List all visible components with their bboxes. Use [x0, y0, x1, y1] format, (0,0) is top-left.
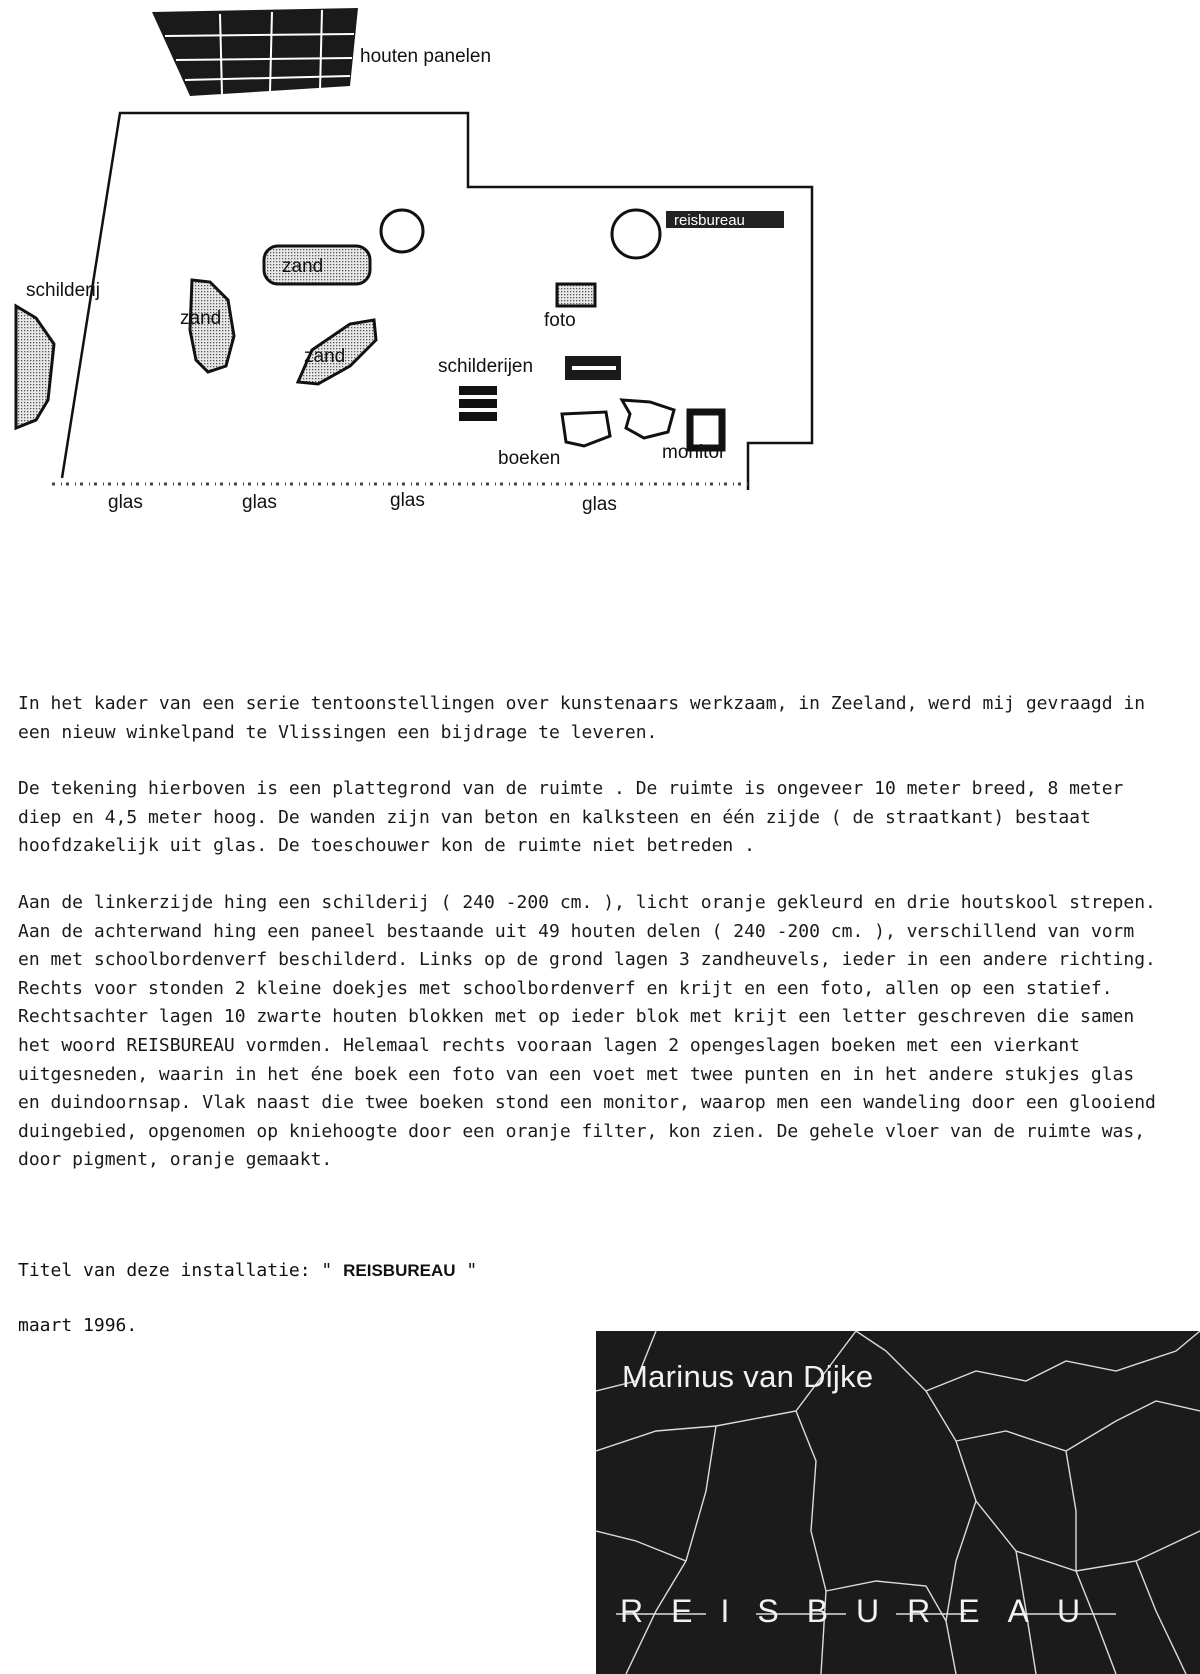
label-photo: foto [544, 310, 576, 331]
card-title: REISBUREAU [620, 1593, 1109, 1629]
label-sand-left: zand [180, 308, 222, 329]
paragraph-intro: In het kader van een serie tentoonstellingen over kunstenaars werkzaam, in Zeeland, werd mij gevraagd in een nieuw winkelpand te Vlissingen een bijdrage te leveren. [18, 693, 1146, 743]
title-suffix: " [466, 1260, 478, 1281]
small-canvas-circle-right [612, 210, 660, 258]
label-glass-1: glas [108, 492, 143, 513]
open-books-shape [562, 400, 674, 446]
paragraph-space: De tekening hierboven is een plattegrond van de ruimte . De ruimte is ongeveer 10 meter breed, 8 meter diep en 4,5 meter hoog. De wanden zijn van beton en kalksteen en één zijde ( de straatkant) bestaat hoofdzakelijk uit glas. De toeschouwer kon de ruimte niet betreden . [18, 778, 1124, 857]
wooden-blocks-stack [459, 386, 497, 421]
small-canvas-circle-left [381, 210, 423, 252]
card-artist-name: Marinus van Dijke [622, 1359, 874, 1394]
label-wooden-panels: houten panelen [360, 46, 492, 67]
label-paintings: schilderijen [438, 356, 534, 377]
paragraph-installation: Aan de linkerzijde hing een schilderij ( 240 -200 cm. ), licht oranje gekleurd en drie houtskool strepen. Aan de achterwand hing een paneel bestaande uit 49 houten delen ( 240 -200 cm. ), verschillend van vorm en met schoolbordenverf beschilderd. Links op de grond lagen 3 zandheuvels, ieder in een andere richting. Rechts voor stonden 2 kleine doekjes met schoolbordenverf en krijt en een foto, allen op een statief. Rechtsachter lagen 10 zwarte houten blokken met op ieder blok met krijt een letter geschreven die samen het woord REISBUREAU vormden. Helemaal rechts vooraan lagen 2 opengeslagen boeken met een vierkant uitgesneden, waarin in het éne boek een foto van een voet met twee punten en in het andere stukjes glas en duindoornsap. Vlak naast die twee boeken stond een monitor, waarop men een wandeling door een glooiend duingebied, opgenomen op kniehoogte door een oranje filter, kon zien. De gehele vloer van de ruimte was, door pigment, oranje gemaakt. [18, 891, 1156, 1171]
label-glass-2: glas [242, 492, 277, 513]
photo-shape [557, 284, 595, 306]
body-text [18, 690, 1158, 1203]
label-sand-middle: zand [304, 346, 346, 367]
label-monitor: monitor [662, 442, 726, 463]
title-prefix: Titel van deze installatie: " [18, 1260, 333, 1281]
installation-title: REISBUREAU [343, 1261, 456, 1280]
wooden-panels-shape [152, 8, 358, 96]
invitation-card [596, 1331, 1200, 1674]
label-reisbureau-tag: reisbureau [674, 212, 745, 229]
floor-plan-drawing [0, 0, 820, 540]
label-painting-left: schilderij [26, 280, 100, 301]
label-sand-top: zand [282, 256, 324, 277]
painting-left-shape [16, 306, 54, 428]
label-books: boeken [498, 448, 561, 469]
room-outline [62, 113, 812, 490]
label-glass-3: glas [390, 490, 425, 511]
installation-title-line [18, 1260, 477, 1281]
label-glass-4: glas [582, 494, 617, 515]
date-line: maart 1996. [18, 1315, 138, 1336]
